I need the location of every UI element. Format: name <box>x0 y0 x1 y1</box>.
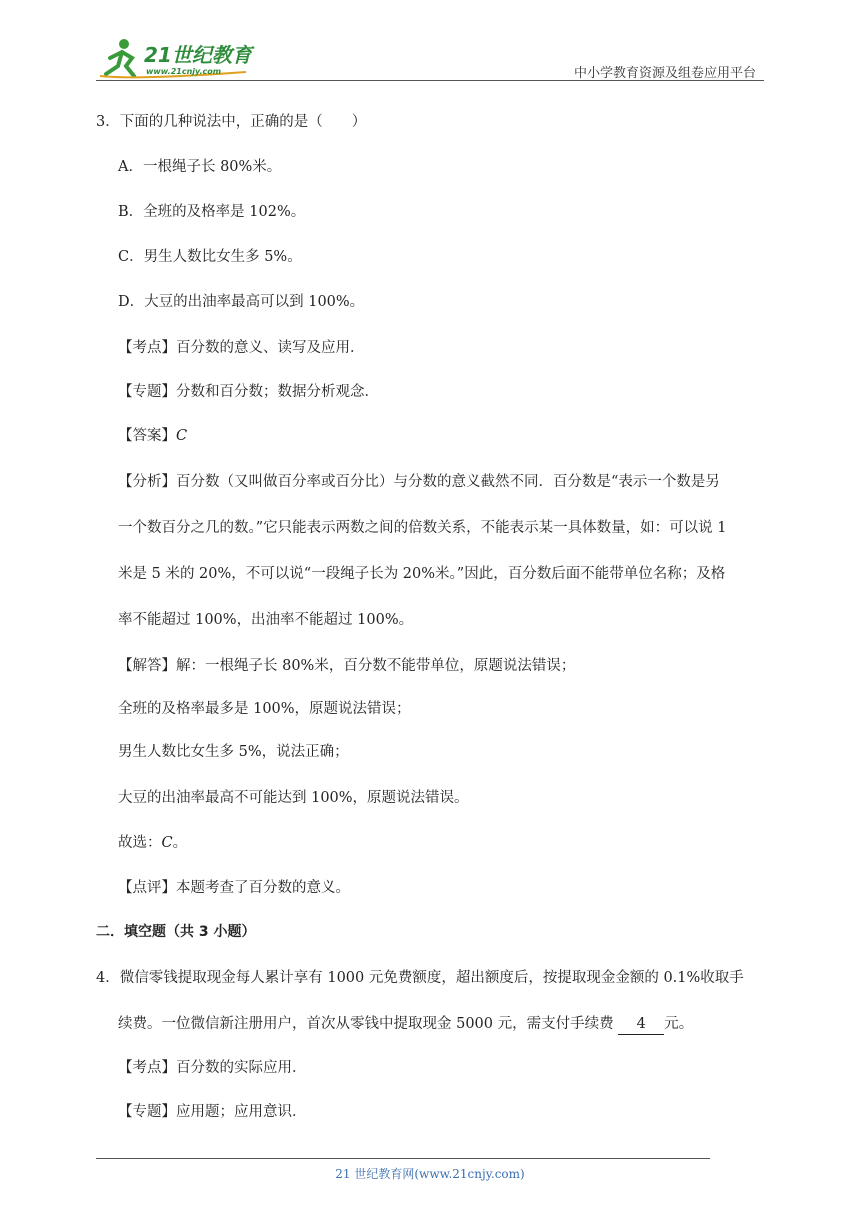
answer-row <box>118 426 187 446</box>
q4-kaodian-row <box>118 1058 307 1078</box>
kaodian-row <box>118 338 365 358</box>
question-number: 4． <box>96 970 120 986</box>
footer-divider <box>96 1158 710 1159</box>
option-c: C．男生人数比女生多 5%。 <box>118 249 302 265</box>
jieda-line-3: 男生人数比女生多 5%，说法正确； <box>118 744 349 760</box>
kaodian-text: 百分数的实际应用． <box>176 1060 307 1076</box>
answer-label: 【答案】 <box>118 428 176 444</box>
jieda-line-4: 大豆的出油率最高不可能达到 100%，原题说法错误。 <box>118 790 469 806</box>
site-logo <box>96 36 256 82</box>
answer-value: C <box>176 428 188 444</box>
question-text: 续费。一位微信新注册用户，首次从零钱中提取现金 5000 元，需支付手续费 <box>118 1016 619 1032</box>
zhuanti-text: 应用题；应用意识． <box>176 1104 307 1120</box>
zhuanti-label: 【专题】 <box>118 384 176 400</box>
svg-text:www.21cnjy.com: www.21cnjy.com <box>146 67 222 76</box>
zhuanti-text: 分数和百分数；数据分析观念． <box>176 384 379 400</box>
jieda-label: 【解答】 <box>118 658 176 674</box>
fenxi-line-3: 米是 5 米的 20%，不可以说“一段绳子长为 20%米。”因此，百分数后面不能带单位名称；及格 <box>118 566 726 582</box>
jieda-text: 解：一根绳子长 80%米，百分数不能带单位，原题说法错误； <box>176 658 576 674</box>
question-number: 3． <box>96 114 120 130</box>
kaodian-label: 【考点】 <box>118 340 176 356</box>
fenxi-label: 【分析】 <box>118 474 176 490</box>
jieda-line-1 <box>118 656 575 676</box>
fenxi-line-2: 一个数百分之几的数。”它只能表示两数之间的倍数关系，不能表示某一具体数量，如：可以说 1 <box>118 520 727 536</box>
logo-runner-icon <box>96 36 256 82</box>
question-text: 元。 <box>664 1016 694 1032</box>
question-text: 下面的几种说法中，正确的是（ ） <box>119 114 367 130</box>
q4-zhuanti-row <box>118 1102 307 1122</box>
jieda-line-2: 全班的及格率最多是 100%，原题说法错误； <box>118 701 411 717</box>
guxuan-row <box>118 833 187 853</box>
fenxi-line-4: 率不能超过 100%，出油率不能超过 100%。 <box>118 612 414 628</box>
guxuan-prefix: 故选： <box>118 835 162 851</box>
section-title: 二．填空题（共 3 小题） <box>96 924 256 940</box>
dianping-text: 本题考查了百分数的意义。 <box>176 880 350 896</box>
zhuanti-row <box>118 382 379 402</box>
option-b: B．全班的及格率是 102%。 <box>118 204 306 220</box>
zhuanti-label: 【专题】 <box>118 1104 176 1120</box>
kaodian-text: 百分数的意义、读写及应用． <box>176 340 365 356</box>
footer-link[interactable]: 21 世纪教育网(www.21cnjy.com) <box>335 1167 525 1181</box>
guxuan-answer: C <box>161 835 173 851</box>
svg-text:21世纪教育: 21世纪教育 <box>144 43 252 67</box>
question-3-stem <box>96 112 366 132</box>
fenxi-line-1 <box>118 472 720 492</box>
question-text: 微信零钱提取现金每人累计享有 1000 元免费额度，超出额度后，按提取现金金额的 0.1%收取手 <box>119 970 744 986</box>
kaodian-label: 【考点】 <box>118 1060 176 1076</box>
question-4-stem-line-1 <box>96 968 744 988</box>
header-divider <box>96 80 764 81</box>
option-a: A．一根绳子长 80%米。 <box>118 159 282 175</box>
site-name: 中小学教育资源及组卷应用平台 <box>573 66 756 81</box>
fenxi-text: 百分数（又叫做百分率或百分比）与分数的意义截然不同．百分数是“表示一个数是另 <box>176 474 720 490</box>
question-4-stem-line-2 <box>118 1014 693 1035</box>
dianping-label: 【点评】 <box>118 880 176 896</box>
fill-blank-answer: 4 <box>618 1014 664 1035</box>
option-d: D．大豆的出油率最高可以到 100%。 <box>118 294 365 310</box>
guxuan-suffix: 。 <box>172 835 188 851</box>
dianping-row <box>118 878 350 898</box>
